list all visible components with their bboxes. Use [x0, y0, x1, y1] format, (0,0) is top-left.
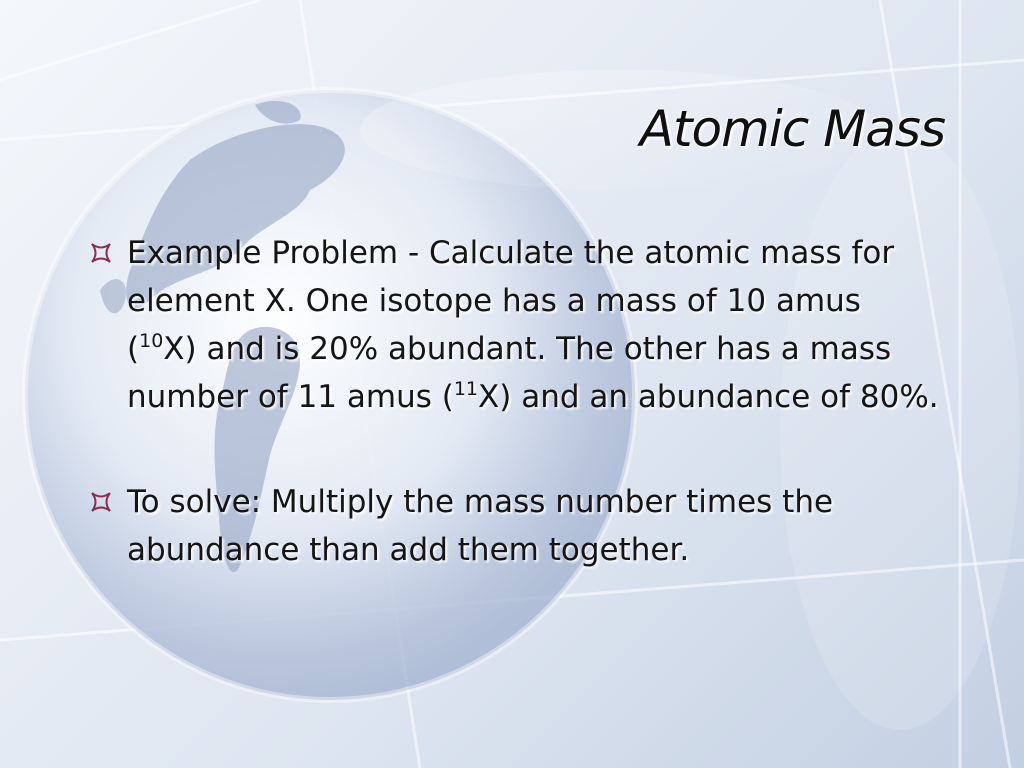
slide-title: Atomic Mass: [639, 100, 945, 158]
star-bullet-icon: [90, 491, 112, 513]
bullet-text-part: Example Problem - Calculate the atomic mass for element X. One isotope has a mass of 10 amus (: [127, 235, 895, 367]
bullet-item: [90, 478, 940, 574]
superscript-mass-number: 11: [453, 378, 479, 400]
bullet-text: To solve: Multiply the mass number times the abundance than add them together.: [127, 484, 834, 568]
bullet-text-part: X) and is 20% abundant. The other has a mass number of 11 amus (: [127, 331, 892, 415]
superscript-mass-number: 10: [139, 330, 164, 352]
bullet-text: [127, 229, 940, 421]
bullet-item: [90, 229, 940, 421]
star-bullet-icon: [90, 242, 112, 264]
bullet-text-part: X) and an abundance of 80%.: [478, 379, 939, 415]
